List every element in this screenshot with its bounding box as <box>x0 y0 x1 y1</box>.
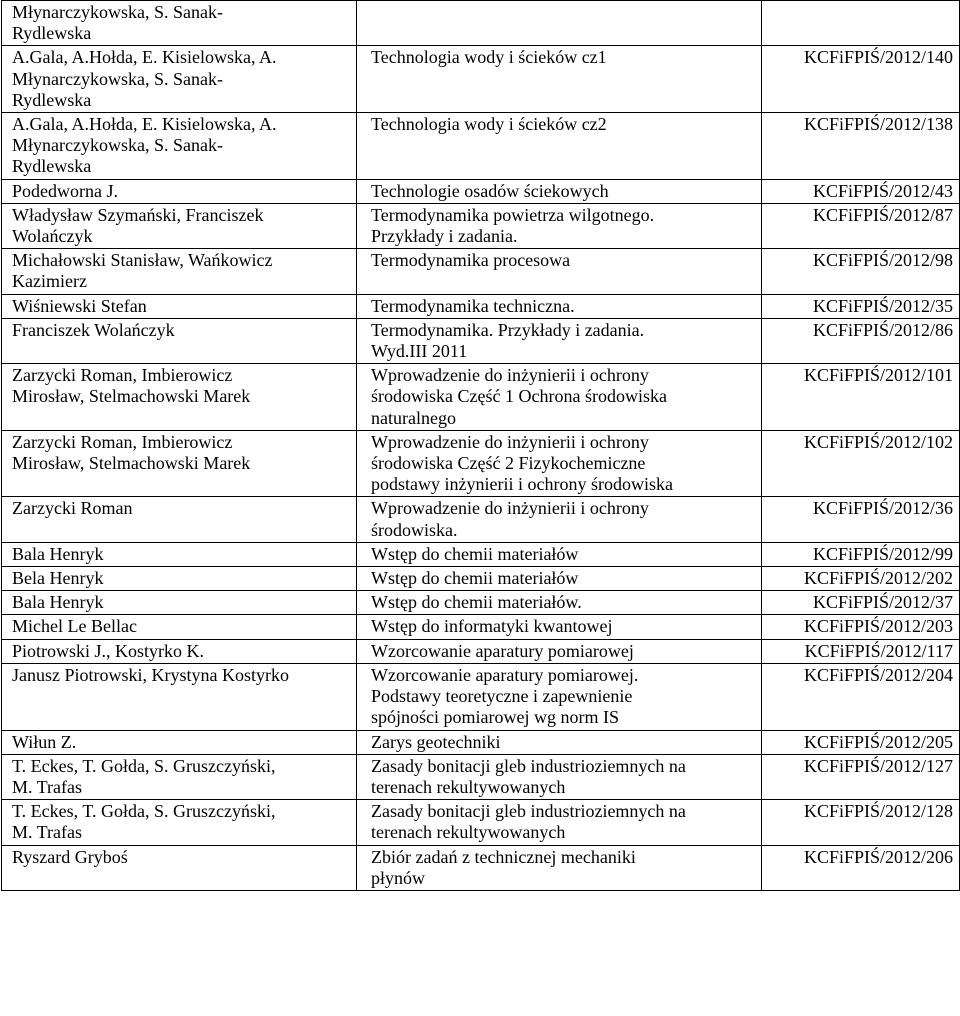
title-line: terenach rekultywowanych <box>371 776 566 797</box>
signature-cell <box>762 46 960 113</box>
table-row <box>2 567 960 591</box>
table-row <box>2 591 960 615</box>
author-line: Młynarczykowska, S. Sanak- <box>12 68 223 89</box>
title-line: Wzorcowanie aparatury pomiarowej. <box>371 664 639 685</box>
author-line: Zarzycki Roman <box>12 498 133 519</box>
signature-text: KCFiFPIŚ/2012/102 <box>803 431 953 452</box>
title-cell <box>357 46 762 113</box>
author-line: Rydlewska <box>12 89 92 110</box>
title-cell <box>357 1 762 46</box>
signature-text: KCFiFPIŚ/2012/140 <box>803 47 953 68</box>
signature-cell <box>762 542 960 566</box>
title-cell <box>357 845 762 890</box>
signature-text: KCFiFPIŚ/2012/98 <box>812 250 953 271</box>
author-cell <box>2 497 357 542</box>
table-row <box>2 800 960 845</box>
catalog-body <box>2 1 960 891</box>
author-line: Wolańczyk <box>12 226 93 247</box>
title-cell <box>357 754 762 799</box>
author-cell <box>2 203 357 248</box>
author-line: T. Eckes, T. Gołda, S. Gruszczyński, <box>12 801 276 822</box>
signature-cell <box>762 615 960 639</box>
signature-cell <box>762 663 960 730</box>
author-line: Janusz Piotrowski, Krystyna Kostyrko <box>12 664 289 685</box>
title-line: Wprowadzenie do inżynierii i ochrony <box>371 431 649 452</box>
author-line: Zarzycki Roman, Imbierowicz <box>12 431 233 452</box>
title-line: Technologie osadów ściekowych <box>371 180 609 201</box>
signature-text: KCFiFPIŚ/2012/128 <box>803 801 953 822</box>
table-row <box>2 845 960 890</box>
title-line: środowiska Część 1 Ochrona środowiska <box>371 386 667 407</box>
author-line: Zarzycki Roman, Imbierowicz <box>12 365 233 386</box>
table-row <box>2 1 960 46</box>
title-cell <box>357 800 762 845</box>
author-line: Młynarczykowska, S. Sanak- <box>12 135 223 156</box>
title-line: podstawy inżynierii i ochrony środowiska <box>371 474 673 495</box>
title-line: środowiska Część 2 Fizykochemiczne <box>371 453 646 474</box>
signature-cell <box>762 179 960 203</box>
title-cell <box>357 294 762 318</box>
signature-cell <box>762 730 960 754</box>
title-line: Przykłady i zadania. <box>371 226 518 247</box>
author-cell <box>2 567 357 591</box>
table-row <box>2 730 960 754</box>
author-line: Kazimierz <box>12 271 87 292</box>
signature-text: KCFiFPIŚ/2012/35 <box>812 295 953 316</box>
title-line: Wstęp do chemii materiałów <box>371 568 579 589</box>
author-line: Młynarczykowska, S. Sanak- <box>12 2 223 22</box>
author-line: Wiłun Z. <box>12 731 77 752</box>
table-row <box>2 615 960 639</box>
title-line: Zasady bonitacji gleb industrioziemnych na <box>371 755 686 776</box>
signature-cell <box>762 754 960 799</box>
signature-text: KCFiFPIŚ/2012/101 <box>803 365 953 386</box>
title-cell <box>357 113 762 180</box>
title-line: Wstęp do informatyki kwantowej <box>371 616 613 637</box>
title-line: terenach rekultywowanych <box>371 822 566 843</box>
author-cell <box>2 663 357 730</box>
author-line: A.Gala, A.Hołda, E. Kisielowska, A. <box>12 114 277 135</box>
author-line: Piotrowski J., Kostyrko K. <box>12 640 205 661</box>
author-line: A.Gala, A.Hołda, E. Kisielowska, A. <box>12 47 277 68</box>
author-cell <box>2 639 357 663</box>
signature-cell <box>762 639 960 663</box>
author-line: Rydlewska <box>12 156 92 177</box>
table-row <box>2 754 960 799</box>
signature-text: KCFiFPIŚ/2012/37 <box>812 592 953 613</box>
signature-text: KCFiFPIŚ/2012/86 <box>812 319 953 340</box>
title-line: naturalnego <box>371 407 456 428</box>
signature-cell <box>762 567 960 591</box>
table-row <box>2 639 960 663</box>
title-line: spójności pomiarowej wg norm IS <box>371 707 619 728</box>
title-line: Termodynamika powietrza wilgotnego. <box>371 204 655 225</box>
table-row <box>2 497 960 542</box>
table-row <box>2 46 960 113</box>
title-line: Wstęp do chemii materiałów <box>371 543 579 564</box>
signature-text: KCFiFPIŚ/2012/202 <box>803 568 953 589</box>
signature-text: KCFiFPIŚ/2012/127 <box>803 755 953 776</box>
signature-cell <box>762 113 960 180</box>
author-line: Mirosław, Stelmachowski Marek <box>12 453 251 474</box>
title-line: Termodynamika. Przykłady i zadania. <box>371 319 645 340</box>
title-cell <box>357 639 762 663</box>
author-line: T. Eckes, T. Gołda, S. Gruszczyński, <box>12 755 276 776</box>
signature-cell <box>762 591 960 615</box>
author-cell <box>2 615 357 639</box>
author-line: Michałowski Stanisław, Wańkowicz <box>12 250 273 271</box>
title-cell <box>357 430 762 497</box>
signature-text: KCFiFPIŚ/2012/206 <box>803 846 953 867</box>
title-line: Podstawy teoretyczne i zapewnienie <box>371 686 633 707</box>
title-cell <box>357 249 762 294</box>
title-line: Technologia wody i ścieków cz2 <box>371 114 607 135</box>
author-cell <box>2 318 357 363</box>
author-line: Michel Le Bellac <box>12 616 137 637</box>
catalog-table <box>1 0 960 891</box>
author-cell <box>2 364 357 431</box>
signature-text: KCFiFPIŚ/2012/138 <box>803 114 953 135</box>
title-line: Termodynamika techniczna. <box>371 295 575 316</box>
table-row <box>2 430 960 497</box>
title-cell <box>357 318 762 363</box>
title-line: Technologia wody i ścieków cz1 <box>371 47 607 68</box>
table-row <box>2 318 960 363</box>
signature-cell <box>762 203 960 248</box>
author-cell <box>2 754 357 799</box>
title-cell <box>357 663 762 730</box>
table-row <box>2 179 960 203</box>
author-cell <box>2 430 357 497</box>
title-cell <box>357 615 762 639</box>
title-line: środowiska. <box>371 519 458 540</box>
table-row <box>2 663 960 730</box>
title-line: Zarys geotechniki <box>371 731 501 752</box>
author-cell <box>2 46 357 113</box>
title-cell <box>357 497 762 542</box>
title-line: Termodynamika procesowa <box>371 250 571 271</box>
title-line: płynów <box>371 867 425 888</box>
signature-cell <box>762 1 960 46</box>
title-cell <box>357 203 762 248</box>
author-cell <box>2 591 357 615</box>
author-cell <box>2 845 357 890</box>
signature-text: KCFiFPIŚ/2012/87 <box>812 204 953 225</box>
signature-cell <box>762 364 960 431</box>
title-cell <box>357 567 762 591</box>
title-cell <box>357 364 762 431</box>
title-line: Wzorcowanie aparatury pomiarowej <box>371 640 634 661</box>
title-cell <box>357 542 762 566</box>
author-cell <box>2 800 357 845</box>
title-cell <box>357 179 762 203</box>
table-row <box>2 364 960 431</box>
author-cell <box>2 113 357 180</box>
author-line: Podedworna J. <box>12 180 118 201</box>
author-cell <box>2 1 357 46</box>
table-row <box>2 542 960 566</box>
table-row <box>2 249 960 294</box>
signature-cell <box>762 294 960 318</box>
signature-text: KCFiFPIŚ/2012/36 <box>812 498 953 519</box>
title-line: Zasady bonitacji gleb industrioziemnych na <box>371 801 686 822</box>
table-row <box>2 203 960 248</box>
signature-cell <box>762 430 960 497</box>
table-row <box>2 294 960 318</box>
title-line: Wprowadzenie do inżynierii i ochrony <box>371 365 649 386</box>
title-line: Wstęp do chemii materiałów. <box>371 592 582 613</box>
signature-cell <box>762 845 960 890</box>
signature-text: KCFiFPIŚ/2012/205 <box>803 731 953 752</box>
author-line: M. Trafas <box>12 776 83 797</box>
title-cell <box>357 730 762 754</box>
author-line: Bala Henryk <box>12 592 104 613</box>
signature-text: KCFiFPIŚ/2012/203 <box>803 616 953 637</box>
author-line: Wiśniewski Stefan <box>12 295 147 316</box>
author-cell <box>2 542 357 566</box>
author-line: M. Trafas <box>12 822 83 843</box>
signature-text: KCFiFPIŚ/2012/99 <box>812 543 953 564</box>
author-cell <box>2 730 357 754</box>
author-line: Bala Henryk <box>12 543 104 564</box>
signature-text: KCFiFPIŚ/2012/117 <box>804 640 953 661</box>
signature-cell <box>762 497 960 542</box>
signature-cell <box>762 249 960 294</box>
author-line: Rydlewska <box>12 23 92 44</box>
table-row <box>2 113 960 180</box>
author-line: Bela Henryk <box>12 568 104 589</box>
title-line: Wprowadzenie do inżynierii i ochrony <box>371 498 649 519</box>
signature-cell <box>762 800 960 845</box>
title-line: Wyd.III 2011 <box>371 341 468 362</box>
author-cell <box>2 294 357 318</box>
author-cell <box>2 179 357 203</box>
author-cell <box>2 249 357 294</box>
signature-text: KCFiFPIŚ/2012/43 <box>812 180 953 201</box>
title-line: Zbiór zadań z technicznej mechaniki <box>371 846 636 867</box>
title-cell <box>357 591 762 615</box>
author-line: Franciszek Wolańczyk <box>12 319 175 340</box>
signature-cell <box>762 318 960 363</box>
signature-text: KCFiFPIŚ/2012/204 <box>803 664 953 685</box>
author-line: Władysław Szymański, Franciszek <box>12 204 264 225</box>
author-line: Mirosław, Stelmachowski Marek <box>12 386 251 407</box>
author-line: Ryszard Gryboś <box>12 846 128 867</box>
